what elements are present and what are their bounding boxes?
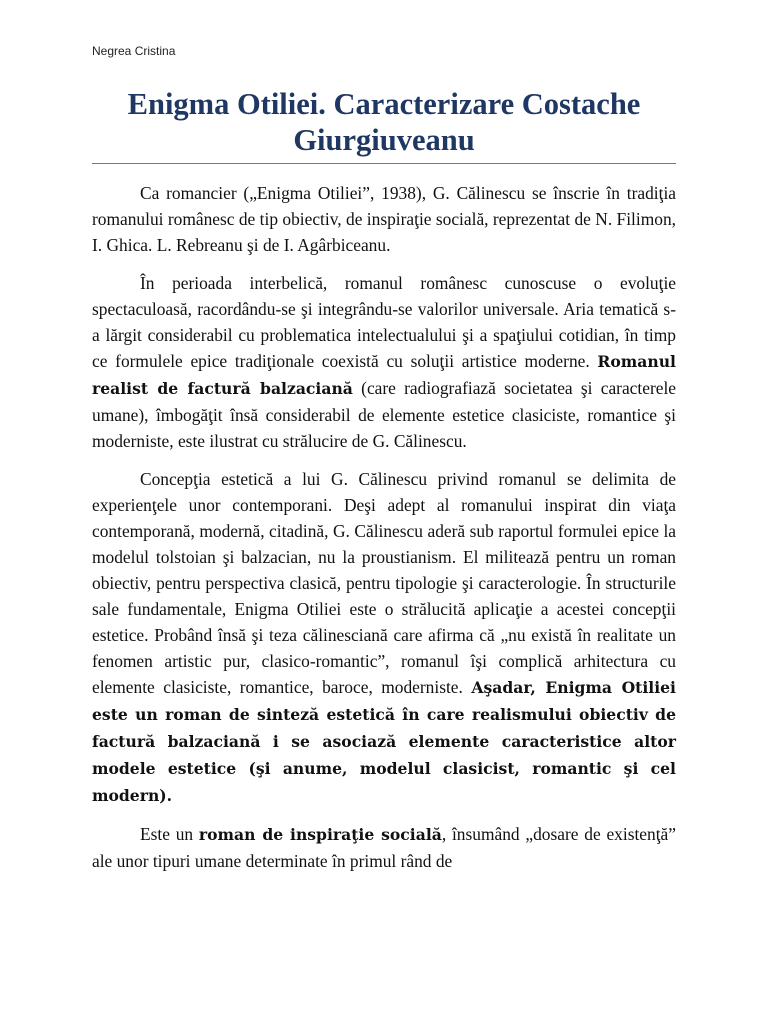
title-underline: [92, 163, 676, 164]
paragraph-text: Este un: [140, 824, 199, 844]
document-body: [92, 180, 676, 886]
bold-emphasis: Aşadar, Enigma Otiliei este un roman de sinteză estetică în care realismului obiectiv de factură balzaciană i se asociază elemente caracteristice altor modele estetice (şi anume, modelul clasicist, romantic şi cel modern).: [92, 678, 676, 805]
paragraph-4: [92, 821, 676, 874]
paragraph-3: [92, 466, 676, 809]
bold-emphasis: roman de inspiraţie socială: [198, 825, 442, 844]
paragraph-text: Ca romancier („Enigma Otiliei”, 1938), G. Călinescu se înscrie în tradiţia romanului românesc de tip obiectiv, de inspiraţie socială, reprezentat de N. Filimon, I. Ghica. L. Rebreanu şi de I. Agârbiceanu.: [92, 183, 676, 255]
paragraph-1: [92, 180, 676, 258]
paragraph-text: În perioada interbelică, romanul românesc cunoscuse o evoluţie spectaculoasă, racordându-se şi integrându-se valorilor universale. Aria tematică s-a lărgit considerabil cu problematica intelectualului şi a spaţiului cotidian, în timp ce formulele epice tradiţionale coexistă cu soluţii artistice moderne.: [92, 273, 676, 371]
document-title: Enigma Otiliei. Caracterizare Costache Giurgiuveanu: [127, 87, 641, 157]
paragraph-text: (care radiografiază societatea şi caracterele umane), îmbogăţit însă considerabil de elemente estetice clasiciste, romantice şi moderniste, este ilustrat cu strălucire de G. Călinescu.: [92, 378, 677, 451]
bold-emphasis: Romanul realist de factură balzaciană: [92, 352, 676, 398]
paragraph-2: [92, 270, 676, 454]
paragraph-text: , însumând „dosare de existenţă” ale unor tipuri umane determinate în primul rând de: [92, 824, 676, 871]
paragraph-text: Concepţia estetică a lui G. Călinescu privind romanul se delimita de experienţele unor contemporani. Deşi adept al romanului inspirat din viaţa contemporană, modernă, citadină, G. Călinescu aderă sub raportul formulei epice la modelul tolstoian şi balzacian, nu la proustianism. El militează pentru un roman obiectiv, pentru perspectiva clasică, pentru tipologie şi caracterologie. În structurile sale fundamentale, Enigma Otiliei este o strălucită aplicaţie a acestei concepţii estetice. Probând însă şi teza călinesciană care afirma că „nu există în realitate un fenomen artistic pur, clasico-romantic”, romanul îşi complică arhitectura cu elemente clasiciste, romantice, baroce, moderniste.: [92, 469, 676, 697]
author-header: Negrea Cristina: [92, 44, 176, 58]
